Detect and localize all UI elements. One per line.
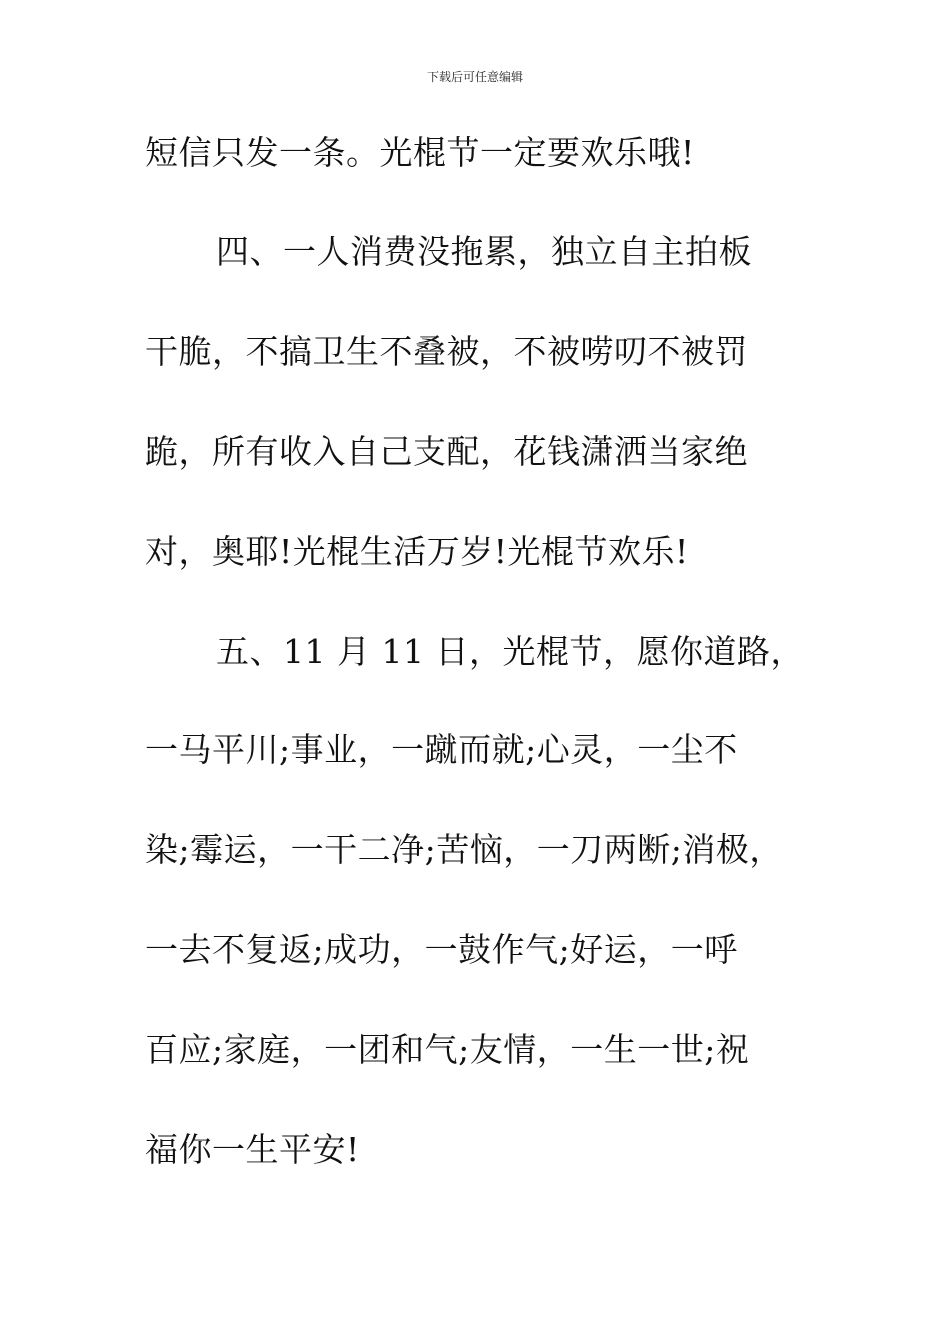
paragraph-line: 染;霉运，一干二净;苦恼，一刀两断;消极， <box>145 830 783 869</box>
paragraph-line: 对，奥耶!光棍生活万岁!光棍节欢乐! <box>145 532 689 571</box>
header-note: 下载后可任意编辑 <box>426 70 523 84</box>
paragraph-line: 五、11 月 11 日，光棍节，愿你道路， <box>216 632 804 671</box>
paragraph-line: 一去不复返;成功，一鼓作气;好运，一呼 <box>145 930 738 969</box>
paragraph-line: 四、一人消费没拖累，独立自主拍板 <box>216 232 752 271</box>
paragraph-line: 短信只发一条。光棍节一定要欢乐哦! <box>145 133 695 172</box>
paragraph-line: 跪，所有收入自己支配，花钱潇洒当家绝 <box>145 432 748 471</box>
paragraph-line: 干脆，不搞卫生不叠被，不被唠叨不被罚 <box>145 332 748 371</box>
paragraph-line: 福你一生平安! <box>145 1130 360 1169</box>
paragraph-line: 百应;家庭，一团和气;友情，一生一世;祝 <box>145 1030 750 1069</box>
paragraph-line: 一马平川;事业，一蹴而就;心灵，一尘不 <box>145 730 738 769</box>
